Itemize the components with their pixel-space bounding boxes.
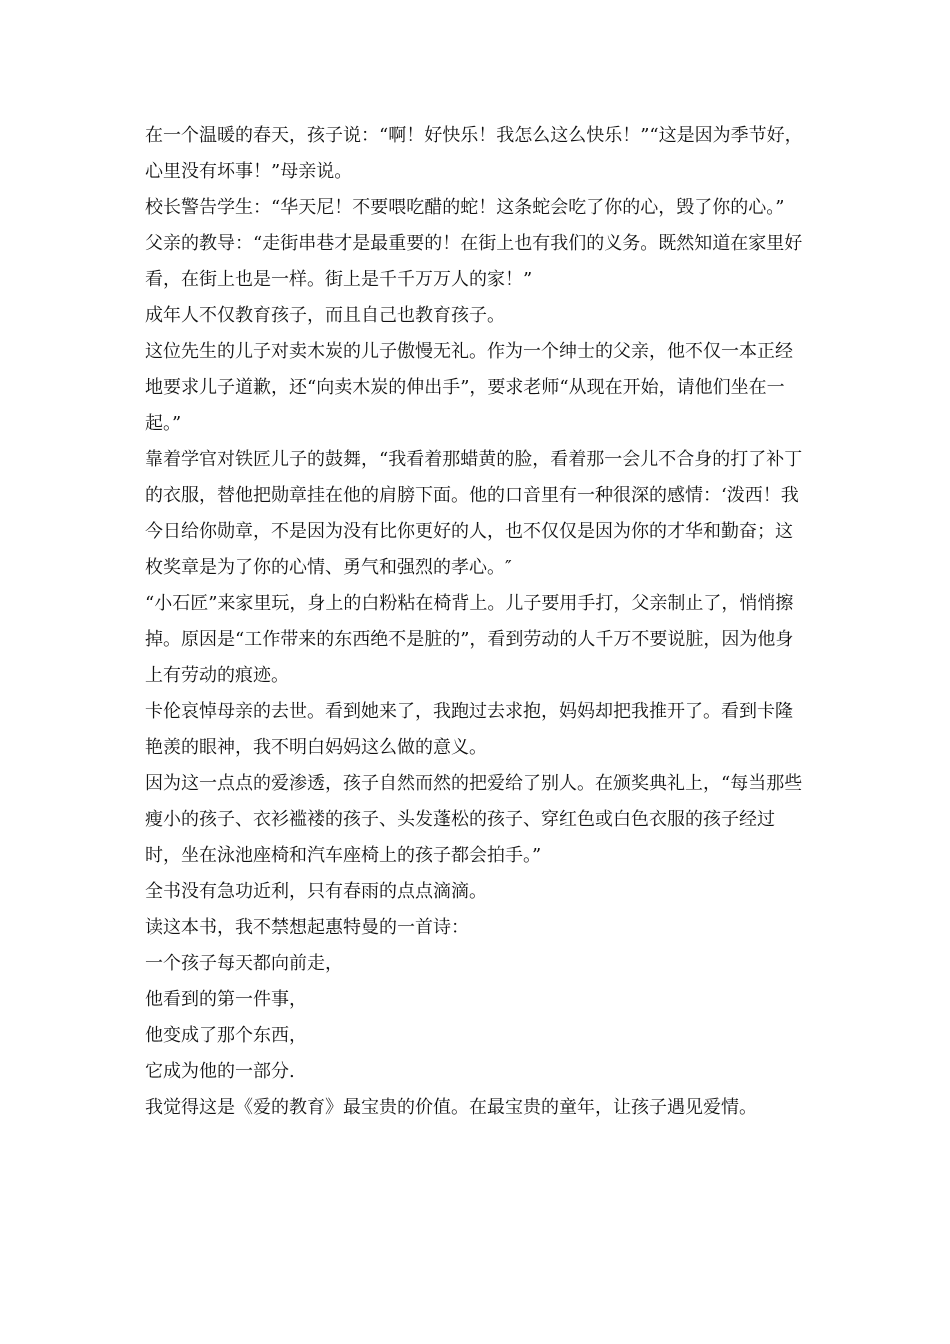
paragraph-7: “小石匠”来家里玩，身上的白粉粘在椅背上。儿子要用手打，父亲制止了，悄悄擦掉。原因是“工作带来的东西绝不是脏的”，看到劳动的人千万不要说脏，因为他身上有劳动的痕迹。 bbox=[145, 593, 794, 686]
paragraph-11: 读这本书，我不禁想起惠特曼的一首诗： bbox=[145, 917, 469, 938]
paragraph-2: 校长警告学生：“华天尼！不要喂吃醋的蛇！这条蛇会吃了你的心，毁了你的心。” bbox=[145, 197, 785, 218]
poem-line-3: 他变成了那个东西， bbox=[145, 1025, 307, 1046]
paragraph-1: 在一个温暖的春天，孩子说：“啊！好快乐！我怎么这么快乐！”“这是因为季节好，心里没有坏事！”母亲说。 bbox=[145, 125, 803, 182]
poem-line-1: 一个孩子每天都向前走， bbox=[145, 953, 343, 974]
paragraph-3: 父亲的教导：“走街串巷才是最重要的！在街上也有我们的义务。既然知道在家里好看，在街上也是一样。街上是千千万万人的家！” bbox=[145, 233, 803, 290]
paragraph-10: 全书没有急功近利，只有春雨的点点滴滴。 bbox=[145, 881, 487, 902]
paragraph-6: 靠着学官对铁匠儿子的鼓舞，“我看着那蜡黄的脸，看着那一会儿不合身的打了补丁的衣服，替他把勋章挂在他的肩膀下面。他的口音里有一种很深的感情：‘泼西！我今日给你勋章，不是因为没有比你更好的人，也不仅仅是因为你的才华和勤奋；这枚奖章是为了你的心情、勇气和强烈的孝心。″ bbox=[145, 449, 803, 578]
paragraph-9: 因为这一点点的爱渗透，孩子自然而然的把爱给了别人。在颁奖典礼上，“每当那些瘦小的孩子、衣衫褴褛的孩子、头发蓬松的孩子、穿红色或白色衣服的孩子经过时，坐在泳池座椅和汽车座椅上的孩子都会拍手。” bbox=[145, 773, 803, 866]
poem-line-4: 它成为他的一部分. bbox=[145, 1061, 295, 1082]
poem-line-2: 他看到的第一件事， bbox=[145, 989, 307, 1010]
paragraph-8: 卡伦哀悼母亲的去世。看到她来了，我跑过去求抱，妈妈却把我推开了。看到卡隆艳羡的眼神，我不明白妈妈这么做的意义。 bbox=[145, 701, 793, 758]
document-body bbox=[145, 118, 810, 1126]
paragraph-12: 我觉得这是《爱的教育》最宝贵的价值。在最宝贵的童年，让孩子遇见爱情。 bbox=[145, 1097, 757, 1118]
paragraph-5: 这位先生的儿子对卖木炭的儿子傲慢无礼。作为一个绅士的父亲，他不仅一本正经地要求儿子道歉，还“向卖木炭的伸出手”，要求老师“从现在开始，请他们坐在一起。” bbox=[145, 341, 793, 434]
paragraph-4: 成年人不仅教育孩子，而且自己也教育孩子。 bbox=[145, 305, 505, 326]
